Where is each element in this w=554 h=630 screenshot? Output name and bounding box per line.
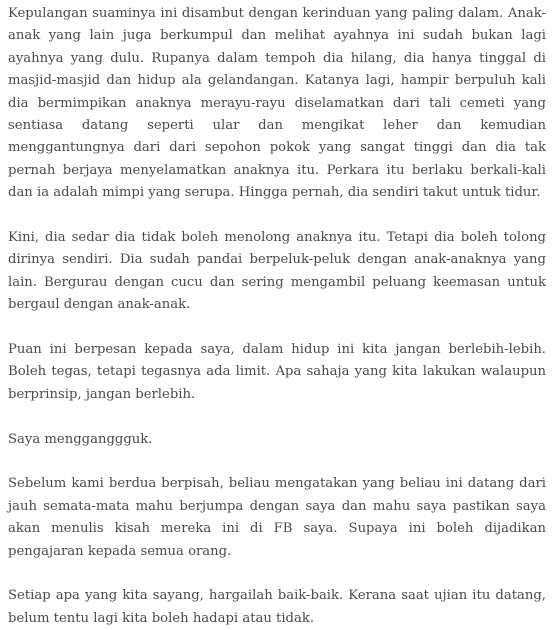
paragraph-advice: Puan ini berpesan kepada saya, dalam hidup ini kita jangan berlebih-lebih. Boleh tegas, tetapi tegasnya ada limit. Apa sahaja yang kita lakukan walaupun berprinsip, jangan berlebih. <box>8 342 546 402</box>
paragraph-homecoming: Kepulangan suaminya ini disambut dengan kerinduan yang paling dalam. Anak-anak yang lain juga berkumpul dan melihat ayahnya ini sudah bukan lagi ayahnya yang dulu. Rupanya dalam tempoh dia hilang, dia hanya tinggal di masjid-masjid dan hidup ala gelandangan. Katanya lagi, hampir berpuluh kali dia bermimpikan anaknya merayu-rayu diselamatkan dari tali cemeti yang sentiasa datang seperti ular dan mengikat leher dan kemudian menggantungnya dari dari sepohon pokok yang sangat tinggi dan dia tak pernah berjaya menyelamatkan anaknya itu. Perkara itu berlaku berkali-kali dan ia adalah mimpi yang serupa. Hingga pernah, dia sendiri takut untuk tidur. <box>8 6 546 201</box>
paragraph-realization: Kini, dia sedar dia tidak boleh menolong anaknya itu. Tetapi dia boleh tolong dirinya sendiri. Dia sudah pandai berpeluk-peluk dengan anak-anaknya yang lain. Bergurau dengan cucu dan sering mengambil peluang keemasan untuk bergaul dengan anak-anak. <box>8 230 546 313</box>
paragraph-farewell: Sebelum kami berdua berpisah, beliau mengatakan yang beliau ini datang dari jauh semata-mata mahu berjumpa dengan saya dan mahu saya pastikan saya akan menulis kisah mereka ini di FB saya. Supaya ini boleh dijadikan pengajaran kepada semua orang. <box>8 476 546 559</box>
paragraph-nod: Saya mengganggguk. <box>8 431 153 447</box>
paragraph-closing: Setiap apa yang kita sayang, hargailah baik-baik. Kerana saat ujian itu datang, belum tentu lagi kita boleh hadapi atau tidak. <box>8 588 546 626</box>
